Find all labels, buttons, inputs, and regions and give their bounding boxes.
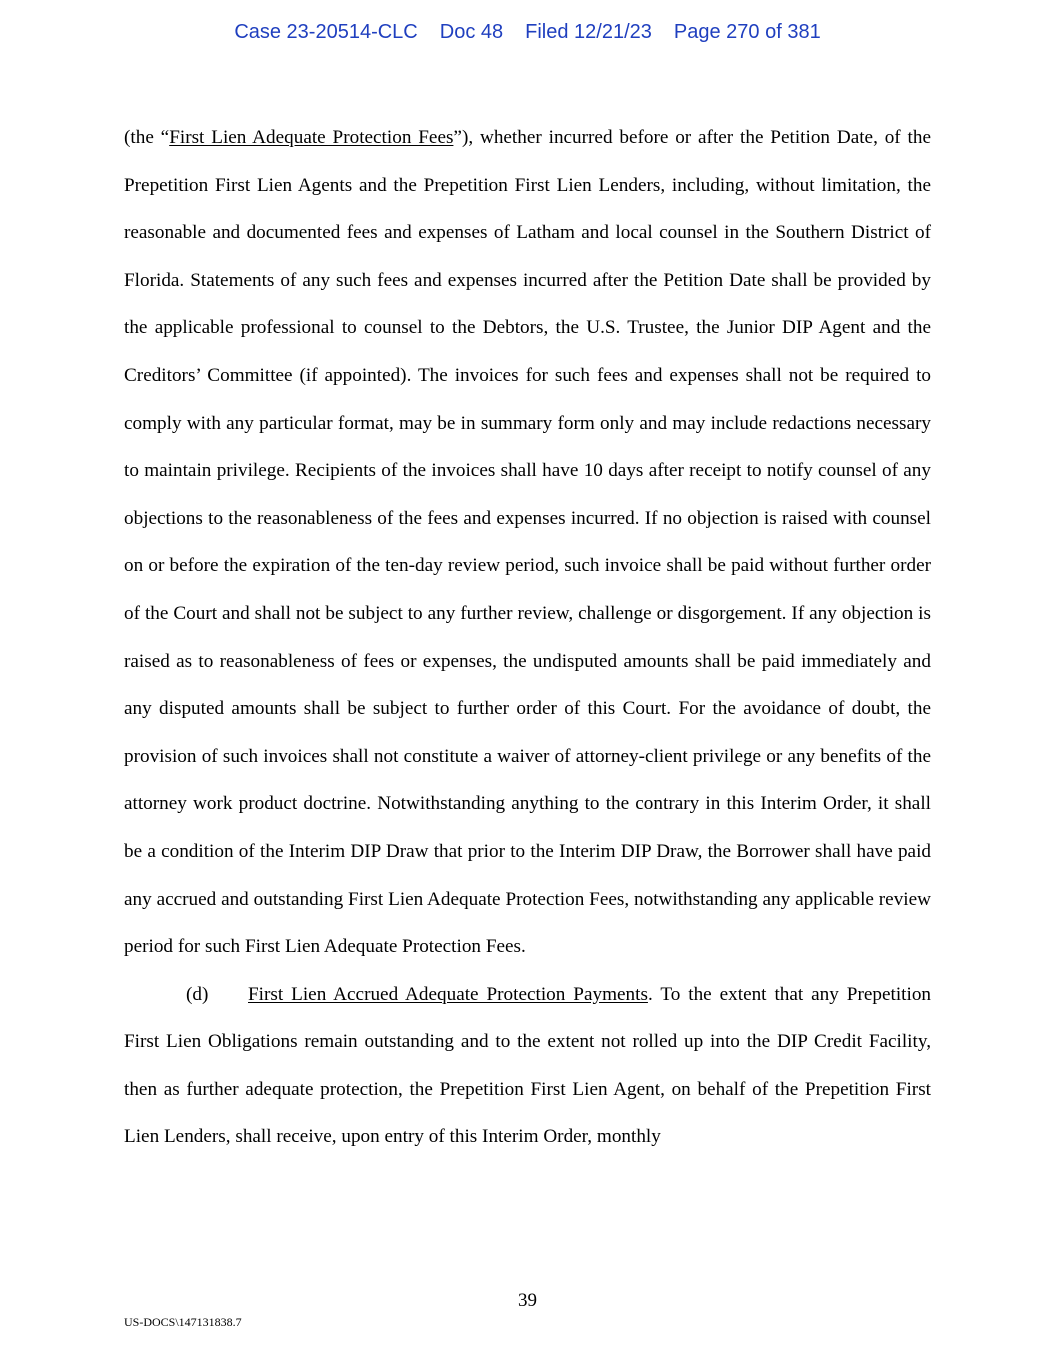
page-number: 39 [518, 1290, 537, 1311]
case-number: Case 23-20514-CLC [234, 21, 418, 43]
document-body [124, 114, 931, 1161]
paragraph-fees-continued [124, 114, 931, 971]
court-filing-header [0, 19, 1055, 45]
paragraph-text: To the extent that any Prepetition First Lien Obligations remain outstanding and to the extent not rolled up into the DIP Credit Facility, then as further adequate protection, the Prepetition First Lien Agent, on behalf of the Prepetition First Lien Lenders, shall receive, upon entry of this Interim Order, monthly [124, 983, 932, 1148]
defined-term-first-lien-adequate-protection-fees: First Lien Adequate Protection Fees [169, 127, 454, 148]
heading-period: . [647, 983, 653, 1005]
paragraph-d [124, 971, 931, 1161]
paragraph-label: (d) [186, 983, 209, 1005]
paragraph-text: ”), whether incurred before or after the Petition Date, of the Prepetition First Lien Agents and the Prepetition First Lien Lenders, including, without limitation, the reasonable and documented fees and expenses of Latham and local counsel in the Southern District of Florida. Statements of any such fees and expenses incurred after the Petition Date shall be provided by the applicable professional to counsel to the Debtors, the U.S. Trustee, the Junior DIP Agent and the Creditors’ Committee (if appointed). The invoices for such fees and expenses shall not be required to comply with any particular format, may be in summary form only and may include redactions necessary to maintain privilege. Recipients of the invoices shall have 10 days after receipt to notify counsel of any objections to the reasonableness of the fees and expenses incurred. If no objection is raised with counsel on or before the expiration of the ten-day review period, such invoice shall be paid without further order of the Court and shall not be subject to any further review, challenge or disgorgement. If any objection is raised as to reasonableness of fees or expenses, the undisputed amounts shall be paid immediately and any disputed amounts shall be subject to further order of this Court. For the avoidance of doubt, the provision of such invoices shall not constitute a waiver of attorney-client privilege or any benefits of the attorney work product doctrine. Notwithstanding anything to the contrary in this Interim Order, it shall be a condition of the Interim DIP Draw that prior to the Interim DIP Draw, the Borrower shall have paid any accrued and outstanding First Lien Adequate Protection Fees, notwithstanding any applicable review period for such First Lien Adequate Protection Fees. [124, 127, 931, 958]
document-id: US-DOCS\147131838.7 [124, 1315, 242, 1329]
section-heading: First Lien Accrued Adequate Protection Payments [248, 983, 648, 1005]
paragraph-lead: (the “ [124, 127, 170, 148]
filed-date: Filed 12/21/23 [525, 21, 652, 43]
docket-number: Doc 48 [439, 21, 504, 43]
page-of-total: Page 270 of 381 [673, 21, 821, 43]
